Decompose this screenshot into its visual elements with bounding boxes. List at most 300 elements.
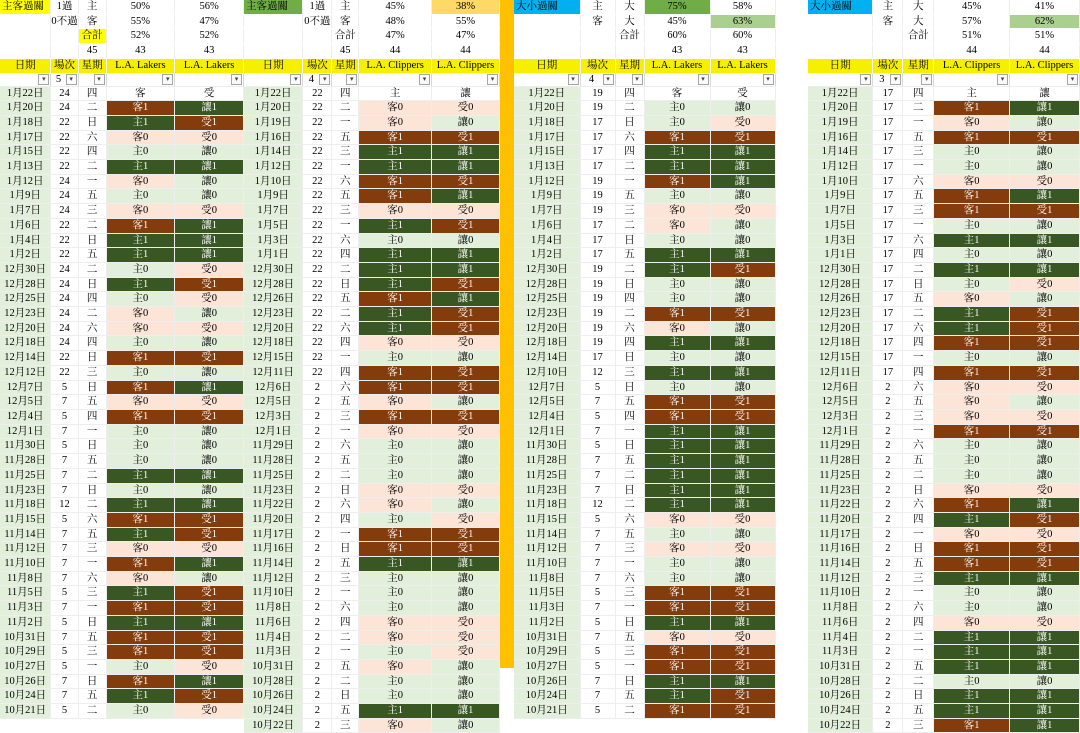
summary-cell[interactable]: 客	[332, 14, 359, 29]
weekday-cell[interactable]: 五	[615, 395, 644, 410]
game-number-cell[interactable]: 17	[580, 115, 615, 130]
result-cell[interactable]: 讓0	[710, 101, 775, 116]
result-cell[interactable]: 讓0	[175, 483, 244, 498]
weekday-cell[interactable]: 一	[903, 115, 934, 130]
game-number-cell[interactable]: 17	[873, 218, 903, 233]
result-cell[interactable]: 受1	[432, 307, 500, 322]
result-cell[interactable]: 客1	[359, 409, 432, 424]
game-number-cell[interactable]: 7	[580, 674, 615, 689]
result-cell[interactable]: 主0	[359, 512, 432, 527]
weekday-cell[interactable]: 二	[332, 674, 359, 689]
summary-cell[interactable]	[51, 44, 78, 59]
result-cell[interactable]: 主1	[934, 704, 1010, 719]
game-number-cell[interactable]: 12	[51, 498, 78, 513]
weekday-cell[interactable]: 五	[332, 292, 359, 307]
game-number-cell[interactable]: 5	[580, 586, 615, 601]
date-cell[interactable]: 1月4日	[514, 233, 580, 248]
game-number-cell[interactable]: 17	[873, 174, 903, 189]
date-cell[interactable]: 10月26日	[0, 674, 51, 689]
result-cell[interactable]: 受1	[710, 645, 775, 660]
weekday-cell[interactable]: 六	[78, 321, 106, 336]
game-number-cell[interactable]: 24	[51, 86, 78, 101]
result-cell[interactable]: 讓1	[175, 468, 244, 483]
summary-cell[interactable]: 大	[615, 14, 644, 29]
result-cell[interactable]: 受1	[710, 601, 775, 616]
result-cell[interactable]: 主1	[644, 336, 710, 351]
game-number-cell[interactable]: 22	[303, 233, 332, 248]
weekday-cell[interactable]: 日	[78, 115, 106, 130]
weekday-cell[interactable]: 二	[78, 160, 106, 175]
date-cell[interactable]: 11月10日	[244, 586, 303, 601]
date-cell[interactable]: 12月14日	[514, 351, 580, 366]
result-cell[interactable]: 讓0	[432, 689, 500, 704]
game-number-cell[interactable]: 17	[873, 262, 903, 277]
result-cell[interactable]: 主0	[359, 571, 432, 586]
date-cell[interactable]: 12月4日	[514, 409, 580, 424]
result-cell[interactable]: 客1	[934, 498, 1010, 513]
result-cell[interactable]: 主0	[106, 262, 175, 277]
weekday-cell[interactable]: 四	[615, 145, 644, 160]
column-header[interactable]: L.A. Lakers	[175, 58, 244, 73]
game-number-cell[interactable]: 17	[580, 160, 615, 175]
weekday-cell[interactable]: 日	[615, 277, 644, 292]
section-title[interactable]: 主客過關	[244, 0, 303, 14]
result-cell[interactable]: 主1	[359, 160, 432, 175]
result-cell[interactable]: 讓1	[710, 674, 775, 689]
date-cell[interactable]: 1月20日	[808, 101, 873, 116]
result-cell[interactable]: 受0	[1010, 409, 1080, 424]
weekday-cell[interactable]: 五	[332, 130, 359, 145]
date-cell[interactable]: 1月5日	[808, 218, 873, 233]
summary-cell[interactable]: 43	[644, 44, 710, 59]
result-cell[interactable]: 讓1	[1010, 689, 1080, 704]
result-cell[interactable]: 讓0	[1010, 454, 1080, 469]
filter-cell[interactable]	[873, 73, 903, 86]
weekday-cell[interactable]: 一	[332, 218, 359, 233]
result-cell[interactable]: 客1	[106, 409, 175, 424]
game-number-cell[interactable]: 22	[51, 218, 78, 233]
filter-cell[interactable]	[1010, 73, 1080, 86]
game-number-cell[interactable]: 17	[873, 101, 903, 116]
weekday-cell[interactable]: 一	[332, 351, 359, 366]
weekday-cell[interactable]: 三	[78, 204, 106, 219]
summary-cell[interactable]	[244, 44, 303, 59]
summary-cell[interactable]: 1過	[51, 0, 78, 14]
summary-cell[interactable]	[873, 29, 903, 44]
summary-cell[interactable]: 43	[710, 44, 775, 59]
date-cell[interactable]: 11月28日	[808, 454, 873, 469]
game-number-cell[interactable]: 22	[51, 115, 78, 130]
game-number-cell[interactable]: 22	[303, 218, 332, 233]
weekday-cell[interactable]: 三	[332, 571, 359, 586]
result-cell[interactable]: 客0	[644, 218, 710, 233]
summary-cell[interactable]	[615, 44, 644, 59]
result-cell[interactable]: 讓0	[175, 571, 244, 586]
result-cell[interactable]: 客0	[359, 498, 432, 513]
game-number-cell[interactable]: 2	[303, 409, 332, 424]
result-cell[interactable]: 讓1	[710, 174, 775, 189]
weekday-cell[interactable]: 三	[78, 542, 106, 557]
dropdown-arrow-icon[interactable]: ▾	[698, 74, 709, 85]
weekday-cell[interactable]: 五	[78, 395, 106, 410]
date-cell[interactable]: 11月12日	[808, 571, 873, 586]
result-cell[interactable]: 主0	[934, 218, 1010, 233]
weekday-cell[interactable]: 二	[615, 704, 644, 719]
date-cell[interactable]: 1月12日	[244, 160, 303, 175]
game-number-cell[interactable]: 22	[303, 321, 332, 336]
result-cell[interactable]: 讓1	[710, 498, 775, 513]
date-cell[interactable]: 1月6日	[514, 218, 580, 233]
game-number-cell[interactable]: 5	[580, 615, 615, 630]
result-cell[interactable]: 主1	[644, 365, 710, 380]
result-cell[interactable]: 受0	[175, 542, 244, 557]
summary-cell[interactable]: 51%	[934, 29, 1010, 44]
weekday-cell[interactable]: 四	[903, 615, 934, 630]
date-cell[interactable]: 12月18日	[514, 336, 580, 351]
result-cell[interactable]: 受1	[175, 351, 244, 366]
game-number-cell[interactable]: 7	[51, 483, 78, 498]
date-cell[interactable]: 1月4日	[0, 233, 51, 248]
result-cell[interactable]: 客0	[106, 130, 175, 145]
weekday-cell[interactable]: 三	[903, 718, 934, 733]
game-number-cell[interactable]: 2	[873, 527, 903, 542]
result-cell[interactable]: 讓1	[1010, 704, 1080, 719]
result-cell[interactable]: 客0	[359, 659, 432, 674]
weekday-cell[interactable]: 二	[332, 101, 359, 116]
result-cell[interactable]: 受	[710, 86, 775, 101]
result-cell[interactable]: 主1	[359, 248, 432, 263]
weekday-cell[interactable]: 二	[615, 468, 644, 483]
game-number-cell[interactable]: 19	[580, 101, 615, 116]
summary-cell[interactable]: 合計	[615, 29, 644, 44]
date-cell[interactable]: 12月15日	[244, 351, 303, 366]
weekday-cell[interactable]: 四	[903, 512, 934, 527]
result-cell[interactable]: 讓1	[175, 248, 244, 263]
weekday-cell[interactable]: 五	[332, 454, 359, 469]
result-cell[interactable]: 讓0	[1010, 439, 1080, 454]
result-cell[interactable]: 受0	[1010, 174, 1080, 189]
weekday-cell[interactable]: 四	[78, 145, 106, 160]
game-number-cell[interactable]: 22	[303, 189, 332, 204]
date-cell[interactable]: 11月29日	[244, 439, 303, 454]
summary-cell[interactable]: 客	[873, 14, 903, 29]
weekday-cell[interactable]: 二	[78, 468, 106, 483]
weekday-cell[interactable]: 日	[615, 483, 644, 498]
result-cell[interactable]: 受1	[1010, 307, 1080, 322]
result-cell[interactable]: 主0	[644, 380, 710, 395]
weekday-cell[interactable]: 一	[615, 424, 644, 439]
weekday-cell[interactable]: 三	[903, 145, 934, 160]
weekday-cell[interactable]: 二	[903, 262, 934, 277]
result-cell[interactable]: 主0	[106, 189, 175, 204]
game-number-cell[interactable]: 5	[51, 409, 78, 424]
date-cell[interactable]: 12月25日	[514, 292, 580, 307]
date-cell[interactable]: 11月16日	[244, 542, 303, 557]
weekday-cell[interactable]: 三	[78, 586, 106, 601]
weekday-cell[interactable]: 五	[78, 630, 106, 645]
weekday-cell[interactable]: 五	[78, 189, 106, 204]
result-cell[interactable]: 讓0	[175, 145, 244, 160]
date-cell[interactable]: 11月8日	[514, 571, 580, 586]
weekday-cell[interactable]: 二	[615, 262, 644, 277]
summary-cell[interactable]: 52%	[175, 29, 244, 44]
weekday-cell[interactable]: 日	[78, 351, 106, 366]
filter-cell[interactable]	[175, 73, 244, 86]
result-cell[interactable]: 主0	[644, 277, 710, 292]
result-cell[interactable]: 客1	[934, 718, 1010, 733]
filter-cell[interactable]	[903, 73, 934, 86]
weekday-cell[interactable]: 二	[903, 674, 934, 689]
weekday-cell[interactable]: 二	[615, 307, 644, 322]
weekday-cell[interactable]: 二	[615, 218, 644, 233]
result-cell[interactable]: 主1	[644, 145, 710, 160]
result-cell[interactable]: 主1	[106, 233, 175, 248]
result-cell[interactable]: 客1	[934, 542, 1010, 557]
column-header[interactable]: L.A. Lakers	[644, 58, 710, 73]
weekday-cell[interactable]: 六	[903, 380, 934, 395]
game-number-cell[interactable]: 2	[873, 498, 903, 513]
date-cell[interactable]: 12月20日	[808, 321, 873, 336]
result-cell[interactable]: 客0	[934, 380, 1010, 395]
result-cell[interactable]: 客1	[106, 218, 175, 233]
result-cell[interactable]: 受0	[175, 659, 244, 674]
result-cell[interactable]: 主0	[359, 586, 432, 601]
result-cell[interactable]: 主1	[106, 277, 175, 292]
date-cell[interactable]: 11月8日	[808, 601, 873, 616]
date-cell[interactable]: 11月18日	[0, 498, 51, 513]
result-cell[interactable]: 客0	[644, 630, 710, 645]
result-cell[interactable]: 受1	[432, 409, 500, 424]
result-cell[interactable]: 受0	[432, 204, 500, 219]
result-cell[interactable]: 主1	[934, 645, 1010, 660]
result-cell[interactable]: 客0	[644, 542, 710, 557]
filter-cell[interactable]	[644, 73, 710, 86]
weekday-cell[interactable]: 日	[78, 615, 106, 630]
filter-cell[interactable]	[808, 73, 873, 86]
date-cell[interactable]: 1月7日	[244, 204, 303, 219]
game-number-cell[interactable]: 5	[580, 512, 615, 527]
result-cell[interactable]: 客0	[934, 409, 1010, 424]
summary-cell[interactable]: 57%	[934, 14, 1010, 29]
weekday-cell[interactable]: 六	[615, 130, 644, 145]
weekday-cell[interactable]: 四	[78, 409, 106, 424]
result-cell[interactable]: 客0	[106, 542, 175, 557]
date-cell[interactable]: 10月24日	[0, 689, 51, 704]
result-cell[interactable]: 主1	[644, 439, 710, 454]
result-cell[interactable]: 讓0	[175, 189, 244, 204]
game-number-cell[interactable]: 5	[51, 586, 78, 601]
game-number-cell[interactable]: 2	[873, 659, 903, 674]
result-cell[interactable]: 讓1	[175, 615, 244, 630]
date-cell[interactable]: 10月29日	[514, 645, 580, 660]
column-header[interactable]: 場次	[303, 58, 332, 73]
result-cell[interactable]: 主0	[359, 689, 432, 704]
summary-cell[interactable]	[51, 29, 78, 44]
result-cell[interactable]: 主0	[934, 439, 1010, 454]
date-cell[interactable]: 11月17日	[244, 527, 303, 542]
result-cell[interactable]: 受1	[175, 409, 244, 424]
weekday-cell[interactable]: 一	[615, 174, 644, 189]
weekday-cell[interactable]: 五	[615, 689, 644, 704]
result-cell[interactable]: 主0	[644, 189, 710, 204]
result-cell[interactable]: 主0	[934, 601, 1010, 616]
result-cell[interactable]: 客0	[934, 483, 1010, 498]
game-number-cell[interactable]: 22	[303, 248, 332, 263]
result-cell[interactable]: 客1	[934, 101, 1010, 116]
date-cell[interactable]: 10月27日	[0, 659, 51, 674]
date-cell[interactable]: 12月20日	[514, 321, 580, 336]
game-number-cell[interactable]: 2	[873, 557, 903, 572]
game-number-cell[interactable]: 17	[873, 204, 903, 219]
result-cell[interactable]: 客1	[359, 365, 432, 380]
weekday-cell[interactable]: 六	[903, 601, 934, 616]
weekday-cell[interactable]: 五	[615, 248, 644, 263]
result-cell[interactable]: 主0	[359, 233, 432, 248]
result-cell[interactable]: 讓1	[1010, 262, 1080, 277]
date-cell[interactable]: 10月26日	[514, 674, 580, 689]
result-cell[interactable]: 受0	[1010, 483, 1080, 498]
date-cell[interactable]: 11月28日	[514, 454, 580, 469]
game-number-cell[interactable]: 2	[873, 395, 903, 410]
result-cell[interactable]: 主1	[644, 483, 710, 498]
result-cell[interactable]: 讓1	[175, 380, 244, 395]
game-number-cell[interactable]: 19	[580, 189, 615, 204]
weekday-cell[interactable]: 五	[903, 557, 934, 572]
date-cell[interactable]: 1月17日	[0, 130, 51, 145]
summary-cell[interactable]: 62%	[1010, 14, 1080, 29]
weekday-cell[interactable]: 三	[903, 571, 934, 586]
result-cell[interactable]: 讓1	[432, 189, 500, 204]
date-cell[interactable]: 11月4日	[808, 630, 873, 645]
summary-cell[interactable]	[808, 14, 873, 29]
weekday-cell[interactable]: 四	[332, 248, 359, 263]
result-cell[interactable]: 讓1	[1010, 233, 1080, 248]
dropdown-arrow-icon[interactable]: ▾	[860, 74, 871, 85]
weekday-cell[interactable]: 五	[903, 189, 934, 204]
game-number-cell[interactable]: 2	[303, 424, 332, 439]
date-cell[interactable]: 12月18日	[808, 336, 873, 351]
result-cell[interactable]: 主1	[934, 233, 1010, 248]
result-cell[interactable]: 讓1	[432, 557, 500, 572]
result-cell[interactable]: 受0	[432, 483, 500, 498]
result-cell[interactable]: 受0	[710, 204, 775, 219]
weekday-cell[interactable]: 五	[332, 395, 359, 410]
game-number-cell[interactable]: 22	[303, 351, 332, 366]
result-cell[interactable]: 受0	[432, 630, 500, 645]
weekday-cell[interactable]: 五	[332, 557, 359, 572]
weekday-cell[interactable]: 二	[332, 307, 359, 322]
date-cell[interactable]: 11月10日	[808, 586, 873, 601]
game-number-cell[interactable]: 2	[873, 689, 903, 704]
result-cell[interactable]: 讓1	[710, 615, 775, 630]
game-number-cell[interactable]: 7	[580, 557, 615, 572]
game-number-cell[interactable]: 5	[580, 659, 615, 674]
weekday-cell[interactable]: 二	[903, 468, 934, 483]
weekday-cell[interactable]: 六	[615, 512, 644, 527]
game-number-cell[interactable]: 22	[303, 130, 332, 145]
weekday-cell[interactable]: 六	[332, 498, 359, 513]
date-cell[interactable]: 1月19日	[244, 115, 303, 130]
game-number-cell[interactable]: 2	[873, 512, 903, 527]
dropdown-arrow-icon[interactable]: ▾	[66, 74, 77, 85]
date-cell[interactable]: 11月29日	[808, 439, 873, 454]
game-number-cell[interactable]: 17	[873, 86, 903, 101]
date-cell[interactable]: 11月28日	[0, 454, 51, 469]
weekday-cell[interactable]: 二	[332, 630, 359, 645]
date-cell[interactable]: 12月11日	[808, 365, 873, 380]
result-cell[interactable]: 客1	[106, 674, 175, 689]
date-cell[interactable]: 11月30日	[514, 439, 580, 454]
game-number-cell[interactable]: 17	[580, 248, 615, 263]
result-cell[interactable]: 讓0	[432, 395, 500, 410]
weekday-cell[interactable]: 四	[332, 615, 359, 630]
date-cell[interactable]: 12月28日	[808, 277, 873, 292]
summary-cell[interactable]	[808, 44, 873, 59]
result-cell[interactable]: 讓0	[1010, 674, 1080, 689]
game-number-cell[interactable]: 2	[873, 380, 903, 395]
result-cell[interactable]: 受1	[710, 689, 775, 704]
game-number-cell[interactable]: 2	[873, 483, 903, 498]
result-cell[interactable]: 讓0	[432, 718, 500, 733]
result-cell[interactable]: 主1	[644, 615, 710, 630]
section-title[interactable]: 主客過關	[0, 0, 51, 14]
summary-cell[interactable]: 45%	[934, 0, 1010, 14]
result-cell[interactable]: 讓1	[175, 557, 244, 572]
result-cell[interactable]: 讓0	[710, 189, 775, 204]
filter-cell[interactable]	[78, 73, 106, 86]
game-number-cell[interactable]: 2	[303, 615, 332, 630]
game-number-cell[interactable]: 24	[51, 262, 78, 277]
result-cell[interactable]: 讓0	[1010, 248, 1080, 263]
summary-cell[interactable]	[0, 44, 51, 59]
game-number-cell[interactable]: 2	[303, 454, 332, 469]
result-cell[interactable]: 讓0	[432, 601, 500, 616]
result-cell[interactable]: 主1	[106, 160, 175, 175]
result-cell[interactable]: 讓	[1010, 86, 1080, 101]
column-header[interactable]: L.A. Clippers	[432, 58, 500, 73]
date-cell[interactable]: 10月27日	[514, 659, 580, 674]
result-cell[interactable]: 主1	[934, 571, 1010, 586]
result-cell[interactable]: 讓1	[432, 262, 500, 277]
column-header[interactable]: 場次	[580, 58, 615, 73]
result-cell[interactable]: 主1	[644, 160, 710, 175]
date-cell[interactable]: 11月4日	[244, 630, 303, 645]
result-cell[interactable]: 客1	[106, 601, 175, 616]
result-cell[interactable]: 受1	[432, 174, 500, 189]
result-cell[interactable]: 受0	[175, 395, 244, 410]
game-number-cell[interactable]: 2	[873, 601, 903, 616]
date-cell[interactable]: 12月26日	[808, 292, 873, 307]
weekday-cell[interactable]: 二	[332, 468, 359, 483]
date-cell[interactable]: 11月5日	[514, 586, 580, 601]
result-cell[interactable]: 主0	[644, 115, 710, 130]
result-cell[interactable]: 讓1	[432, 145, 500, 160]
summary-cell[interactable]: 55%	[106, 14, 175, 29]
weekday-cell[interactable]: 二	[78, 101, 106, 116]
weekday-cell[interactable]: 日	[903, 542, 934, 557]
game-number-cell[interactable]: 5	[51, 512, 78, 527]
weekday-cell[interactable]: 五	[615, 454, 644, 469]
game-number-cell[interactable]: 24	[51, 189, 78, 204]
result-cell[interactable]: 客0	[934, 174, 1010, 189]
weekday-cell[interactable]: 三	[78, 645, 106, 660]
result-cell[interactable]: 主1	[359, 145, 432, 160]
weekday-cell[interactable]: 一	[615, 659, 644, 674]
result-cell[interactable]: 客0	[106, 321, 175, 336]
game-number-cell[interactable]: 5	[580, 409, 615, 424]
result-cell[interactable]: 讓1	[175, 498, 244, 513]
date-cell[interactable]: 10月31日	[0, 630, 51, 645]
